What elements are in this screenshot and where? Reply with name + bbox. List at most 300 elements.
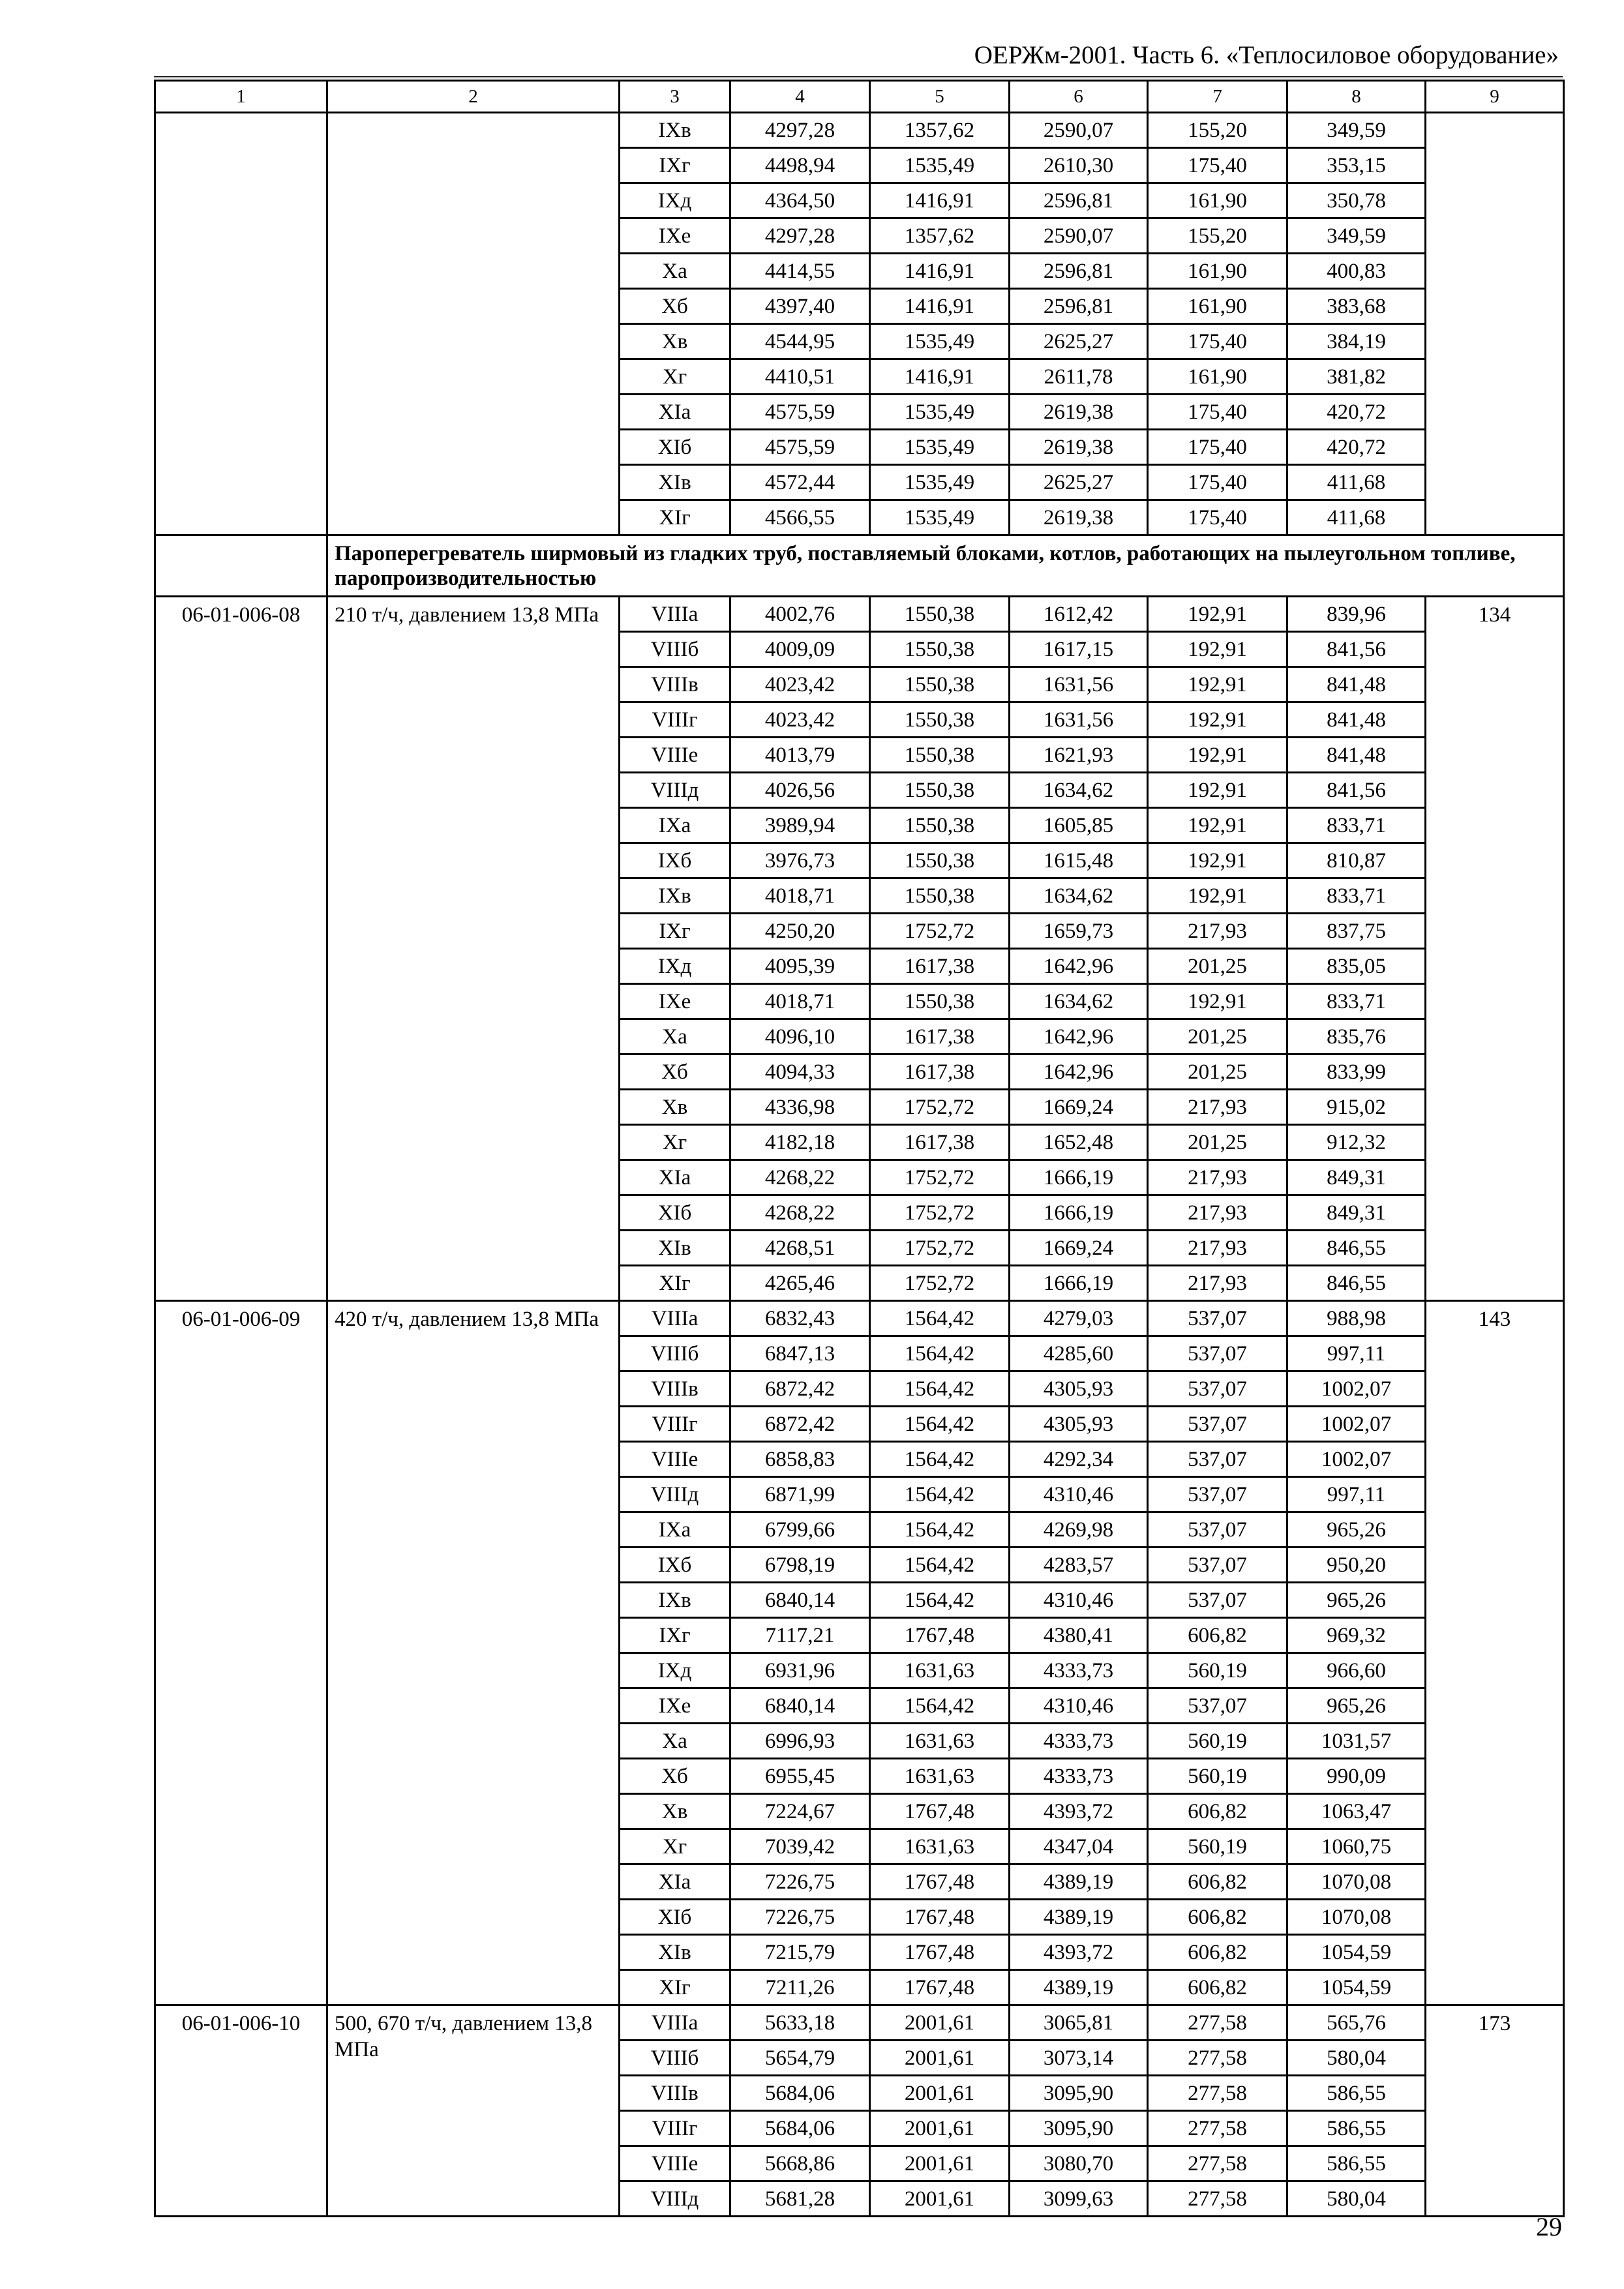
value-cell: 1669,24 bbox=[1010, 1231, 1148, 1266]
value-cell: 1416,91 bbox=[870, 359, 1010, 395]
row-index-cell: XIа bbox=[620, 1160, 730, 1195]
value-cell: 1550,38 bbox=[870, 597, 1010, 632]
value-cell: 4096,10 bbox=[730, 1019, 870, 1055]
value-cell: 1063,47 bbox=[1287, 1794, 1426, 1829]
row-index-cell: IXб bbox=[620, 843, 730, 878]
value-cell: 4575,59 bbox=[730, 395, 870, 430]
value-cell: 841,56 bbox=[1287, 773, 1426, 808]
value-cell: 217,93 bbox=[1148, 914, 1287, 949]
row-index-cell: IXг bbox=[620, 148, 730, 183]
value-cell: 4002,76 bbox=[730, 597, 870, 632]
value-cell: 6847,13 bbox=[730, 1336, 870, 1371]
value-cell: 1054,59 bbox=[1287, 1935, 1426, 1970]
value-cell: 1564,42 bbox=[870, 1548, 1010, 1583]
value-cell: 833,99 bbox=[1287, 1055, 1426, 1090]
value-cell: 846,55 bbox=[1287, 1266, 1426, 1301]
value-cell: 1666,19 bbox=[1010, 1160, 1148, 1195]
value-cell: 6799,66 bbox=[730, 1512, 870, 1548]
value-cell: 4410,51 bbox=[730, 359, 870, 395]
row-index-cell: Xб bbox=[620, 1055, 730, 1090]
value-cell: 537,07 bbox=[1148, 1442, 1287, 1477]
value-cell: 6931,96 bbox=[730, 1653, 870, 1688]
value-cell: 988,98 bbox=[1287, 1301, 1426, 1336]
row-index-cell: VIIIд bbox=[620, 773, 730, 808]
value-cell: 606,82 bbox=[1148, 1935, 1287, 1970]
value-cell: 1070,08 bbox=[1287, 1864, 1426, 1900]
value-cell: 1621,93 bbox=[1010, 738, 1148, 773]
row-index-cell: IXв bbox=[620, 1583, 730, 1618]
value-cell: 537,07 bbox=[1148, 1583, 1287, 1618]
value-cell: 155,20 bbox=[1148, 218, 1287, 254]
row-index-cell: XIг bbox=[620, 1970, 730, 2005]
value-cell: 1612,42 bbox=[1010, 597, 1148, 632]
value-cell: 4575,59 bbox=[730, 430, 870, 465]
value-cell: 1070,08 bbox=[1287, 1900, 1426, 1935]
value-cell: 411,68 bbox=[1287, 500, 1426, 535]
row-index-cell: Xа bbox=[620, 1019, 730, 1055]
row-index-cell: Xг bbox=[620, 359, 730, 395]
value-cell: 161,90 bbox=[1148, 183, 1287, 218]
value-cell: 3099,63 bbox=[1010, 2181, 1148, 2217]
value-cell: 201,25 bbox=[1148, 1125, 1287, 1160]
rate-code: 06-01-006-09 bbox=[155, 1301, 327, 2005]
value-cell: 1002,07 bbox=[1287, 1371, 1426, 1407]
value-cell: 1752,72 bbox=[870, 1266, 1010, 1301]
column-number: 9 bbox=[1426, 81, 1564, 113]
row-index-cell: VIIIг bbox=[620, 1407, 730, 1442]
row-index-cell: XIб bbox=[620, 1900, 730, 1935]
value-cell: 537,07 bbox=[1148, 1477, 1287, 1512]
value-cell: 349,59 bbox=[1287, 218, 1426, 254]
value-cell: 537,07 bbox=[1148, 1371, 1287, 1407]
value-cell: 1550,38 bbox=[870, 702, 1010, 738]
value-cell: 2625,27 bbox=[1010, 324, 1148, 359]
value-cell: 2590,07 bbox=[1010, 113, 1148, 148]
value-cell: 586,55 bbox=[1287, 2076, 1426, 2111]
value-cell: 606,82 bbox=[1148, 1618, 1287, 1653]
value-cell: 915,02 bbox=[1287, 1090, 1426, 1125]
value-cell: 841,56 bbox=[1287, 632, 1426, 667]
value-cell: 4305,93 bbox=[1010, 1407, 1148, 1442]
row-index-cell: XIб bbox=[620, 1195, 730, 1231]
table-row bbox=[155, 597, 1564, 632]
value-cell: 606,82 bbox=[1148, 1900, 1287, 1935]
row-index-cell: VIIIд bbox=[620, 2181, 730, 2217]
value-cell: 4347,04 bbox=[1010, 1829, 1148, 1864]
value-cell: 560,19 bbox=[1148, 1653, 1287, 1688]
value-cell: 1631,56 bbox=[1010, 702, 1148, 738]
row-index-cell: XIг bbox=[620, 500, 730, 535]
row-index-cell: VIIIе bbox=[620, 738, 730, 773]
value-cell: 969,32 bbox=[1287, 1618, 1426, 1653]
value-cell: 6872,42 bbox=[730, 1371, 870, 1407]
row-index-cell: IXд bbox=[620, 1653, 730, 1688]
table-row bbox=[155, 2005, 1564, 2041]
value-cell: 1535,49 bbox=[870, 148, 1010, 183]
value-cell: 4250,20 bbox=[730, 914, 870, 949]
value-cell: 277,58 bbox=[1148, 2111, 1287, 2146]
value-cell: 1617,38 bbox=[870, 1055, 1010, 1090]
column-number: 8 bbox=[1287, 81, 1426, 113]
value-cell: 6832,43 bbox=[730, 1301, 870, 1336]
value-cell: 849,31 bbox=[1287, 1195, 1426, 1231]
rate-norm: 134 bbox=[1426, 597, 1564, 1301]
value-cell: 1564,42 bbox=[870, 1371, 1010, 1407]
value-cell: 4026,56 bbox=[730, 773, 870, 808]
row-index-cell: VIIIа bbox=[620, 1301, 730, 1336]
value-cell: 1031,57 bbox=[1287, 1724, 1426, 1759]
value-cell: 201,25 bbox=[1148, 1055, 1287, 1090]
row-index-cell: IXа bbox=[620, 808, 730, 843]
value-cell: 5681,28 bbox=[730, 2181, 870, 2217]
value-cell: 5684,06 bbox=[730, 2111, 870, 2146]
value-cell: 580,04 bbox=[1287, 2181, 1426, 2217]
value-cell: 1752,72 bbox=[870, 1160, 1010, 1195]
value-cell: 1642,96 bbox=[1010, 1055, 1148, 1090]
value-cell: 2001,61 bbox=[870, 2181, 1010, 2217]
value-cell: 560,19 bbox=[1148, 1829, 1287, 1864]
value-cell: 833,71 bbox=[1287, 808, 1426, 843]
value-cell: 3976,73 bbox=[730, 843, 870, 878]
value-cell: 833,71 bbox=[1287, 878, 1426, 914]
value-cell: 201,25 bbox=[1148, 949, 1287, 984]
row-index-cell: IXв bbox=[620, 113, 730, 148]
value-cell: 1357,62 bbox=[870, 113, 1010, 148]
value-cell: 2619,38 bbox=[1010, 500, 1148, 535]
value-cell: 1564,42 bbox=[870, 1336, 1010, 1371]
value-cell: 586,55 bbox=[1287, 2146, 1426, 2181]
value-cell: 537,07 bbox=[1148, 1512, 1287, 1548]
value-cell: 6872,42 bbox=[730, 1407, 870, 1442]
value-cell: 2611,78 bbox=[1010, 359, 1148, 395]
value-cell: 2619,38 bbox=[1010, 430, 1148, 465]
value-cell: 277,58 bbox=[1148, 2005, 1287, 2041]
value-cell: 1564,42 bbox=[870, 1688, 1010, 1724]
value-cell: 2619,38 bbox=[1010, 395, 1148, 430]
value-cell: 3095,90 bbox=[1010, 2111, 1148, 2146]
value-cell: 841,48 bbox=[1287, 702, 1426, 738]
value-cell: 420,72 bbox=[1287, 395, 1426, 430]
value-cell: 4305,93 bbox=[1010, 1371, 1148, 1407]
row-index-cell: VIIIв bbox=[620, 2076, 730, 2111]
value-cell: 1631,63 bbox=[870, 1759, 1010, 1794]
value-cell: 192,91 bbox=[1148, 702, 1287, 738]
value-cell: 4397,40 bbox=[730, 289, 870, 324]
value-cell: 4018,71 bbox=[730, 878, 870, 914]
value-cell: 1002,07 bbox=[1287, 1442, 1426, 1477]
column-number: 2 bbox=[327, 81, 620, 113]
value-cell: 950,20 bbox=[1287, 1548, 1426, 1583]
value-cell: 1652,48 bbox=[1010, 1125, 1148, 1160]
rate-code: 06-01-006-10 bbox=[155, 2005, 327, 2217]
value-cell: 192,91 bbox=[1148, 878, 1287, 914]
section-row bbox=[155, 535, 1564, 597]
value-cell: 965,26 bbox=[1287, 1512, 1426, 1548]
row-index-cell: XIв bbox=[620, 465, 730, 500]
value-cell: 3065,81 bbox=[1010, 2005, 1148, 2041]
value-cell: 4333,73 bbox=[1010, 1759, 1148, 1794]
value-cell: 1631,63 bbox=[870, 1829, 1010, 1864]
value-cell: 4389,19 bbox=[1010, 1970, 1148, 2005]
column-number: 4 bbox=[730, 81, 870, 113]
section-code-cell bbox=[155, 535, 327, 597]
value-cell: 4389,19 bbox=[1010, 1864, 1148, 1900]
row-index-cell: IXг bbox=[620, 914, 730, 949]
column-number: 1 bbox=[155, 81, 327, 113]
value-cell: 537,07 bbox=[1148, 1407, 1287, 1442]
value-cell: 217,93 bbox=[1148, 1195, 1287, 1231]
value-cell: 849,31 bbox=[1287, 1160, 1426, 1195]
value-cell: 411,68 bbox=[1287, 465, 1426, 500]
value-cell: 175,40 bbox=[1148, 430, 1287, 465]
value-cell: 1002,07 bbox=[1287, 1407, 1426, 1442]
value-cell: 1752,72 bbox=[870, 1090, 1010, 1125]
section-title: Пароперегреватель ширмовый из гладких труб, поставляемый блоками, котлов, работающих на пылеугольном топливе, паропроизводительностью bbox=[327, 535, 1564, 597]
row-index-cell: VIIIе bbox=[620, 2146, 730, 2181]
value-cell: 1535,49 bbox=[870, 465, 1010, 500]
value-cell: 1605,85 bbox=[1010, 808, 1148, 843]
value-cell: 965,26 bbox=[1287, 1583, 1426, 1618]
value-cell: 1564,42 bbox=[870, 1407, 1010, 1442]
value-cell: 4013,79 bbox=[730, 738, 870, 773]
value-cell: 1666,19 bbox=[1010, 1266, 1148, 1301]
value-cell: 1054,59 bbox=[1287, 1970, 1426, 2005]
value-cell: 1535,49 bbox=[870, 324, 1010, 359]
value-cell: 580,04 bbox=[1287, 2041, 1426, 2076]
value-cell: 4268,51 bbox=[730, 1231, 870, 1266]
value-cell: 277,58 bbox=[1148, 2076, 1287, 2111]
row-index-cell: Xв bbox=[620, 1794, 730, 1829]
value-cell: 161,90 bbox=[1148, 359, 1287, 395]
value-cell: 192,91 bbox=[1148, 843, 1287, 878]
value-cell: 2596,81 bbox=[1010, 254, 1148, 289]
value-cell: 586,55 bbox=[1287, 2111, 1426, 2146]
value-cell: 217,93 bbox=[1148, 1160, 1287, 1195]
value-cell: 537,07 bbox=[1148, 1688, 1287, 1724]
value-cell: 3989,94 bbox=[730, 808, 870, 843]
value-cell: 6798,19 bbox=[730, 1548, 870, 1583]
row-index-cell: VIIIб bbox=[620, 1336, 730, 1371]
value-cell: 7215,79 bbox=[730, 1935, 870, 1970]
value-cell: 4182,18 bbox=[730, 1125, 870, 1160]
value-cell: 161,90 bbox=[1148, 254, 1287, 289]
value-cell: 4095,39 bbox=[730, 949, 870, 984]
table-row bbox=[155, 113, 1564, 148]
value-cell: 192,91 bbox=[1148, 632, 1287, 667]
value-cell: 4364,50 bbox=[730, 183, 870, 218]
value-cell: 537,07 bbox=[1148, 1301, 1287, 1336]
value-cell: 1617,15 bbox=[1010, 632, 1148, 667]
value-cell: 997,11 bbox=[1287, 1336, 1426, 1371]
row-index-cell: VIIIв bbox=[620, 667, 730, 702]
value-cell: 2001,61 bbox=[870, 2146, 1010, 2181]
row-index-cell: IXв bbox=[620, 878, 730, 914]
value-cell: 6840,14 bbox=[730, 1583, 870, 1618]
rate-code: 06-01-006-08 bbox=[155, 597, 327, 1301]
value-cell: 1060,75 bbox=[1287, 1829, 1426, 1864]
value-cell: 4336,98 bbox=[730, 1090, 870, 1125]
value-cell: 1767,48 bbox=[870, 1935, 1010, 1970]
value-cell: 1617,38 bbox=[870, 1019, 1010, 1055]
value-cell: 7039,42 bbox=[730, 1829, 870, 1864]
value-cell: 1550,38 bbox=[870, 843, 1010, 878]
value-cell: 217,93 bbox=[1148, 1090, 1287, 1125]
value-cell: 383,68 bbox=[1287, 289, 1426, 324]
column-number: 7 bbox=[1148, 81, 1287, 113]
value-cell: 161,90 bbox=[1148, 289, 1287, 324]
value-cell: 4265,46 bbox=[730, 1266, 870, 1301]
value-cell: 839,96 bbox=[1287, 597, 1426, 632]
norm-cell bbox=[1426, 113, 1564, 535]
value-cell: 4009,09 bbox=[730, 632, 870, 667]
value-cell: 2596,81 bbox=[1010, 289, 1148, 324]
row-index-cell: Xв bbox=[620, 1090, 730, 1125]
value-cell: 192,91 bbox=[1148, 597, 1287, 632]
value-cell: 4285,60 bbox=[1010, 1336, 1148, 1371]
value-cell: 1535,49 bbox=[870, 430, 1010, 465]
value-cell: 4380,41 bbox=[1010, 1618, 1148, 1653]
row-index-cell: VIIIб bbox=[620, 632, 730, 667]
column-number-row bbox=[155, 81, 1564, 113]
value-cell: 537,07 bbox=[1148, 1548, 1287, 1583]
value-cell: 1642,96 bbox=[1010, 949, 1148, 984]
rate-description: 210 т/ч, давлением 13,8 МПа bbox=[327, 597, 620, 1301]
value-cell: 4310,46 bbox=[1010, 1583, 1148, 1618]
value-cell: 192,91 bbox=[1148, 984, 1287, 1019]
value-cell: 606,82 bbox=[1148, 1970, 1287, 2005]
row-index-cell: XIв bbox=[620, 1231, 730, 1266]
value-cell: 4268,22 bbox=[730, 1160, 870, 1195]
value-cell: 1631,56 bbox=[1010, 667, 1148, 702]
value-cell: 1752,72 bbox=[870, 1231, 1010, 1266]
value-cell: 1564,42 bbox=[870, 1301, 1010, 1336]
value-cell: 1767,48 bbox=[870, 1794, 1010, 1829]
value-cell: 4297,28 bbox=[730, 218, 870, 254]
value-cell: 7211,26 bbox=[730, 1970, 870, 2005]
value-cell: 7226,75 bbox=[730, 1864, 870, 1900]
value-cell: 1564,42 bbox=[870, 1442, 1010, 1477]
code-cell bbox=[155, 113, 327, 535]
row-index-cell: VIIIа bbox=[620, 2005, 730, 2041]
rate-norm: 173 bbox=[1426, 2005, 1564, 2217]
value-cell: 1535,49 bbox=[870, 395, 1010, 430]
value-cell: 1666,19 bbox=[1010, 1195, 1148, 1231]
row-index-cell: VIIIд bbox=[620, 1477, 730, 1512]
value-cell: 175,40 bbox=[1148, 324, 1287, 359]
value-cell: 6858,83 bbox=[730, 1442, 870, 1477]
value-cell: 1550,38 bbox=[870, 984, 1010, 1019]
rate-description: 500, 670 т/ч, давлением 13,8 МПа bbox=[327, 2005, 620, 2217]
value-cell: 5684,06 bbox=[730, 2076, 870, 2111]
value-cell: 192,91 bbox=[1148, 738, 1287, 773]
row-index-cell: Xг bbox=[620, 1829, 730, 1864]
value-cell: 4023,42 bbox=[730, 702, 870, 738]
value-cell: 1642,96 bbox=[1010, 1019, 1148, 1055]
row-index-cell: VIIIа bbox=[620, 597, 730, 632]
row-index-cell: XIа bbox=[620, 395, 730, 430]
row-index-cell: VIIIг bbox=[620, 702, 730, 738]
value-cell: 192,91 bbox=[1148, 808, 1287, 843]
row-index-cell: VIIIг bbox=[620, 2111, 730, 2146]
value-cell: 4094,33 bbox=[730, 1055, 870, 1090]
rate-norm: 143 bbox=[1426, 1301, 1564, 2005]
column-number: 3 bbox=[620, 81, 730, 113]
value-cell: 2610,30 bbox=[1010, 148, 1148, 183]
value-cell: 4292,34 bbox=[1010, 1442, 1148, 1477]
value-cell: 565,76 bbox=[1287, 2005, 1426, 2041]
value-cell: 4283,57 bbox=[1010, 1548, 1148, 1583]
value-cell: 4566,55 bbox=[730, 500, 870, 535]
value-cell: 1416,91 bbox=[870, 289, 1010, 324]
value-cell: 6955,45 bbox=[730, 1759, 870, 1794]
value-cell: 966,60 bbox=[1287, 1653, 1426, 1688]
document-title: ОЕРЖм-2001. Часть 6. «Теплосиловое оборудование» bbox=[974, 41, 1559, 69]
value-cell: 277,58 bbox=[1148, 2146, 1287, 2181]
value-cell: 1752,72 bbox=[870, 1195, 1010, 1231]
value-cell: 384,19 bbox=[1287, 324, 1426, 359]
row-index-cell: IXд bbox=[620, 183, 730, 218]
value-cell: 2001,61 bbox=[870, 2005, 1010, 2041]
row-index-cell: Xа bbox=[620, 254, 730, 289]
value-cell: 2001,61 bbox=[870, 2111, 1010, 2146]
row-index-cell: Xа bbox=[620, 1724, 730, 1759]
row-index-cell: IXб bbox=[620, 1548, 730, 1583]
value-cell: 4268,22 bbox=[730, 1195, 870, 1231]
value-cell: 810,87 bbox=[1287, 843, 1426, 878]
value-cell: 837,75 bbox=[1287, 914, 1426, 949]
value-cell: 606,82 bbox=[1148, 1864, 1287, 1900]
value-cell: 349,59 bbox=[1287, 113, 1426, 148]
value-cell: 841,48 bbox=[1287, 667, 1426, 702]
value-cell: 4393,72 bbox=[1010, 1794, 1148, 1829]
value-cell: 6871,99 bbox=[730, 1477, 870, 1512]
value-cell: 1550,38 bbox=[870, 738, 1010, 773]
value-cell: 537,07 bbox=[1148, 1336, 1287, 1371]
row-index-cell: XIв bbox=[620, 1935, 730, 1970]
value-cell: 7117,21 bbox=[730, 1618, 870, 1653]
value-cell: 4310,46 bbox=[1010, 1477, 1148, 1512]
value-cell: 3095,90 bbox=[1010, 2076, 1148, 2111]
rates-table bbox=[154, 80, 1565, 2217]
description-cell bbox=[327, 113, 620, 535]
value-cell: 4498,94 bbox=[730, 148, 870, 183]
value-cell: 835,76 bbox=[1287, 1019, 1426, 1055]
value-cell: 1634,62 bbox=[1010, 773, 1148, 808]
value-cell: 3080,70 bbox=[1010, 2146, 1148, 2181]
value-cell: 1550,38 bbox=[870, 808, 1010, 843]
row-index-cell: XIб bbox=[620, 430, 730, 465]
value-cell: 217,93 bbox=[1148, 1231, 1287, 1266]
value-cell: 1659,73 bbox=[1010, 914, 1148, 949]
value-cell: 201,25 bbox=[1148, 1019, 1287, 1055]
row-index-cell: XIг bbox=[620, 1266, 730, 1301]
value-cell: 1550,38 bbox=[870, 773, 1010, 808]
value-cell: 3073,14 bbox=[1010, 2041, 1148, 2076]
value-cell: 1634,62 bbox=[1010, 984, 1148, 1019]
value-cell: 912,32 bbox=[1287, 1125, 1426, 1160]
value-cell: 4393,72 bbox=[1010, 1935, 1148, 1970]
row-index-cell: Xб bbox=[620, 1759, 730, 1794]
value-cell: 990,09 bbox=[1287, 1759, 1426, 1794]
value-cell: 1564,42 bbox=[870, 1477, 1010, 1512]
value-cell: 1357,62 bbox=[870, 218, 1010, 254]
value-cell: 7224,67 bbox=[730, 1794, 870, 1829]
value-cell: 4414,55 bbox=[730, 254, 870, 289]
value-cell: 1752,72 bbox=[870, 914, 1010, 949]
row-index-cell: IXе bbox=[620, 984, 730, 1019]
value-cell: 175,40 bbox=[1148, 395, 1287, 430]
value-cell: 1550,38 bbox=[870, 632, 1010, 667]
